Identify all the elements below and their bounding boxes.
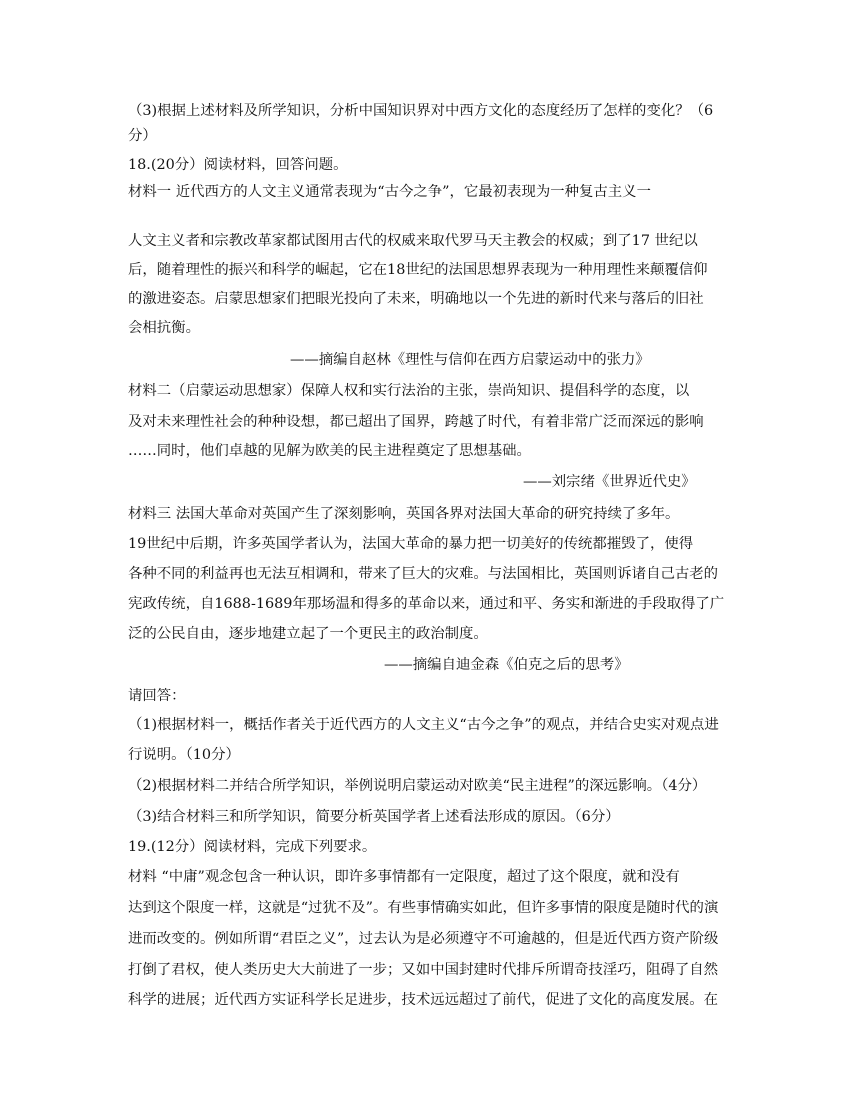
q18-material3-line1: 材料三 法国大革命对英国产生了深刻影响，英国各界对法国大革命的研究持续了多年。: [128, 506, 680, 522]
q18-material1-line3: 后，随着理性的振兴和科学的崛起，它在18世纪的法国思想界表现为一种用理性来颠覆信仰: [128, 262, 708, 278]
q18-material3-line2: 19世纪中后期，许多英国学者认为，法国大革命的暴力把一切美好的传统都摧毁了，使得: [128, 536, 694, 552]
q18-2: （2)根据材料二并结合所学知识，举例说明启蒙运动对欧美“民主进程”的深远影响。（4分）: [128, 778, 707, 794]
q19-material-line1: 材料 “中庸”观念包含一种认识，即许多事情都有一定限度，超过了这个限度，就和没有: [128, 869, 680, 885]
q17-3-line1: （3)根据上述材料及所学知识，分析中国知识界对中西方文化的态度经历了怎样的变化？（6: [128, 103, 714, 119]
q19-material-line3: 进而改变的。例如所谓“君臣之义”，过去认为是必须遵守不可逾越的，但是近代西方资产阶级: [128, 931, 719, 947]
q18-material3-line3: 各种不同的利益再也无法互相调和，带来了巨大的灾难。与法国相比，英国则诉诸自己古老的: [128, 566, 719, 582]
q18-material2-line1: 材料二（启蒙运动思想家）保障人权和实行法治的主张，崇尚知识、提倡科学的态度，以: [128, 383, 690, 399]
q18-material3-line4: 宪政传统，自1688-1689年那场温和得多的革命以来，通过和平、务实和渐进的手段取得了广: [128, 596, 725, 612]
q19-material-line2: 达到这个限度一样，这就是“过犹不及”。有些事情确实如此，但许多事情的限度是随时代的演: [128, 900, 719, 916]
q18-material3-source: ——摘编自迪金森《伯克之后的思考》: [384, 657, 629, 673]
q18-1-line2: 行说明。（10分）: [128, 747, 240, 763]
q18-material1-source: ——摘编自赵林《理性与信仰在西方启蒙运动中的张力》: [290, 352, 650, 368]
q18-3: （3)结合材料三和所学知识，简要分析英国学者上述看法形成的原因。（6分）: [128, 809, 620, 825]
q18-material1-line4: 的激进姿态。启蒙思想家们把眼光投向了未来，明确地以一个先进的新时代来与落后的旧社: [128, 291, 704, 307]
q18-material2-line2: 及对未来理性社会的种种设想，都已超出了国界，跨越了时代，有着非常广泛而深远的影响: [128, 414, 704, 430]
q19-material-line5: 科学的进展；近代西方实证科学长足进步，技术远远超过了前代，促进了文化的高度发展。在: [128, 992, 719, 1008]
q18-material1-line1: 材料一 近代西方的人文主义通常表现为“古今之争”，它最初表现为一种复古主义一: [128, 184, 651, 200]
q19-heading: 19.(12分）阅读材料，完成下列要求。: [128, 839, 377, 855]
q19-material-line4: 打倒了君权，使人类历史大大前进了一步；又如中国封建时代排斥所谓奇技淫巧，阻碍了自然: [128, 962, 719, 978]
q18-material2-line3: ……同时，他们卓越的见解为欧美的民主进程奠定了思想基础。: [128, 443, 531, 459]
q18-material2-source: ——刘宗绪《世界近代史》: [523, 474, 696, 490]
q18-material3-line5: 泛的公民自由，逐步地建立起了一个更民主的政治制度。: [128, 626, 488, 642]
q18-material1-line5: 会相抗衡。: [128, 320, 200, 336]
q18-material1-line2: 人文主义者和宗教改革家都试图用古代的权威来取代罗马天主教会的权威；到了17 世纪以: [128, 233, 698, 249]
q18-1-line1: （1)根据材料一，概括作者关于近代西方的人文主义“古今之争”的观点，并结合史实对观点进: [128, 717, 719, 733]
q17-3-line2: 分）: [128, 128, 157, 144]
q18-answer-prompt: 请回答：: [128, 688, 186, 704]
q18-heading: 18.(20分）阅读材料，回答问题。: [128, 157, 348, 173]
